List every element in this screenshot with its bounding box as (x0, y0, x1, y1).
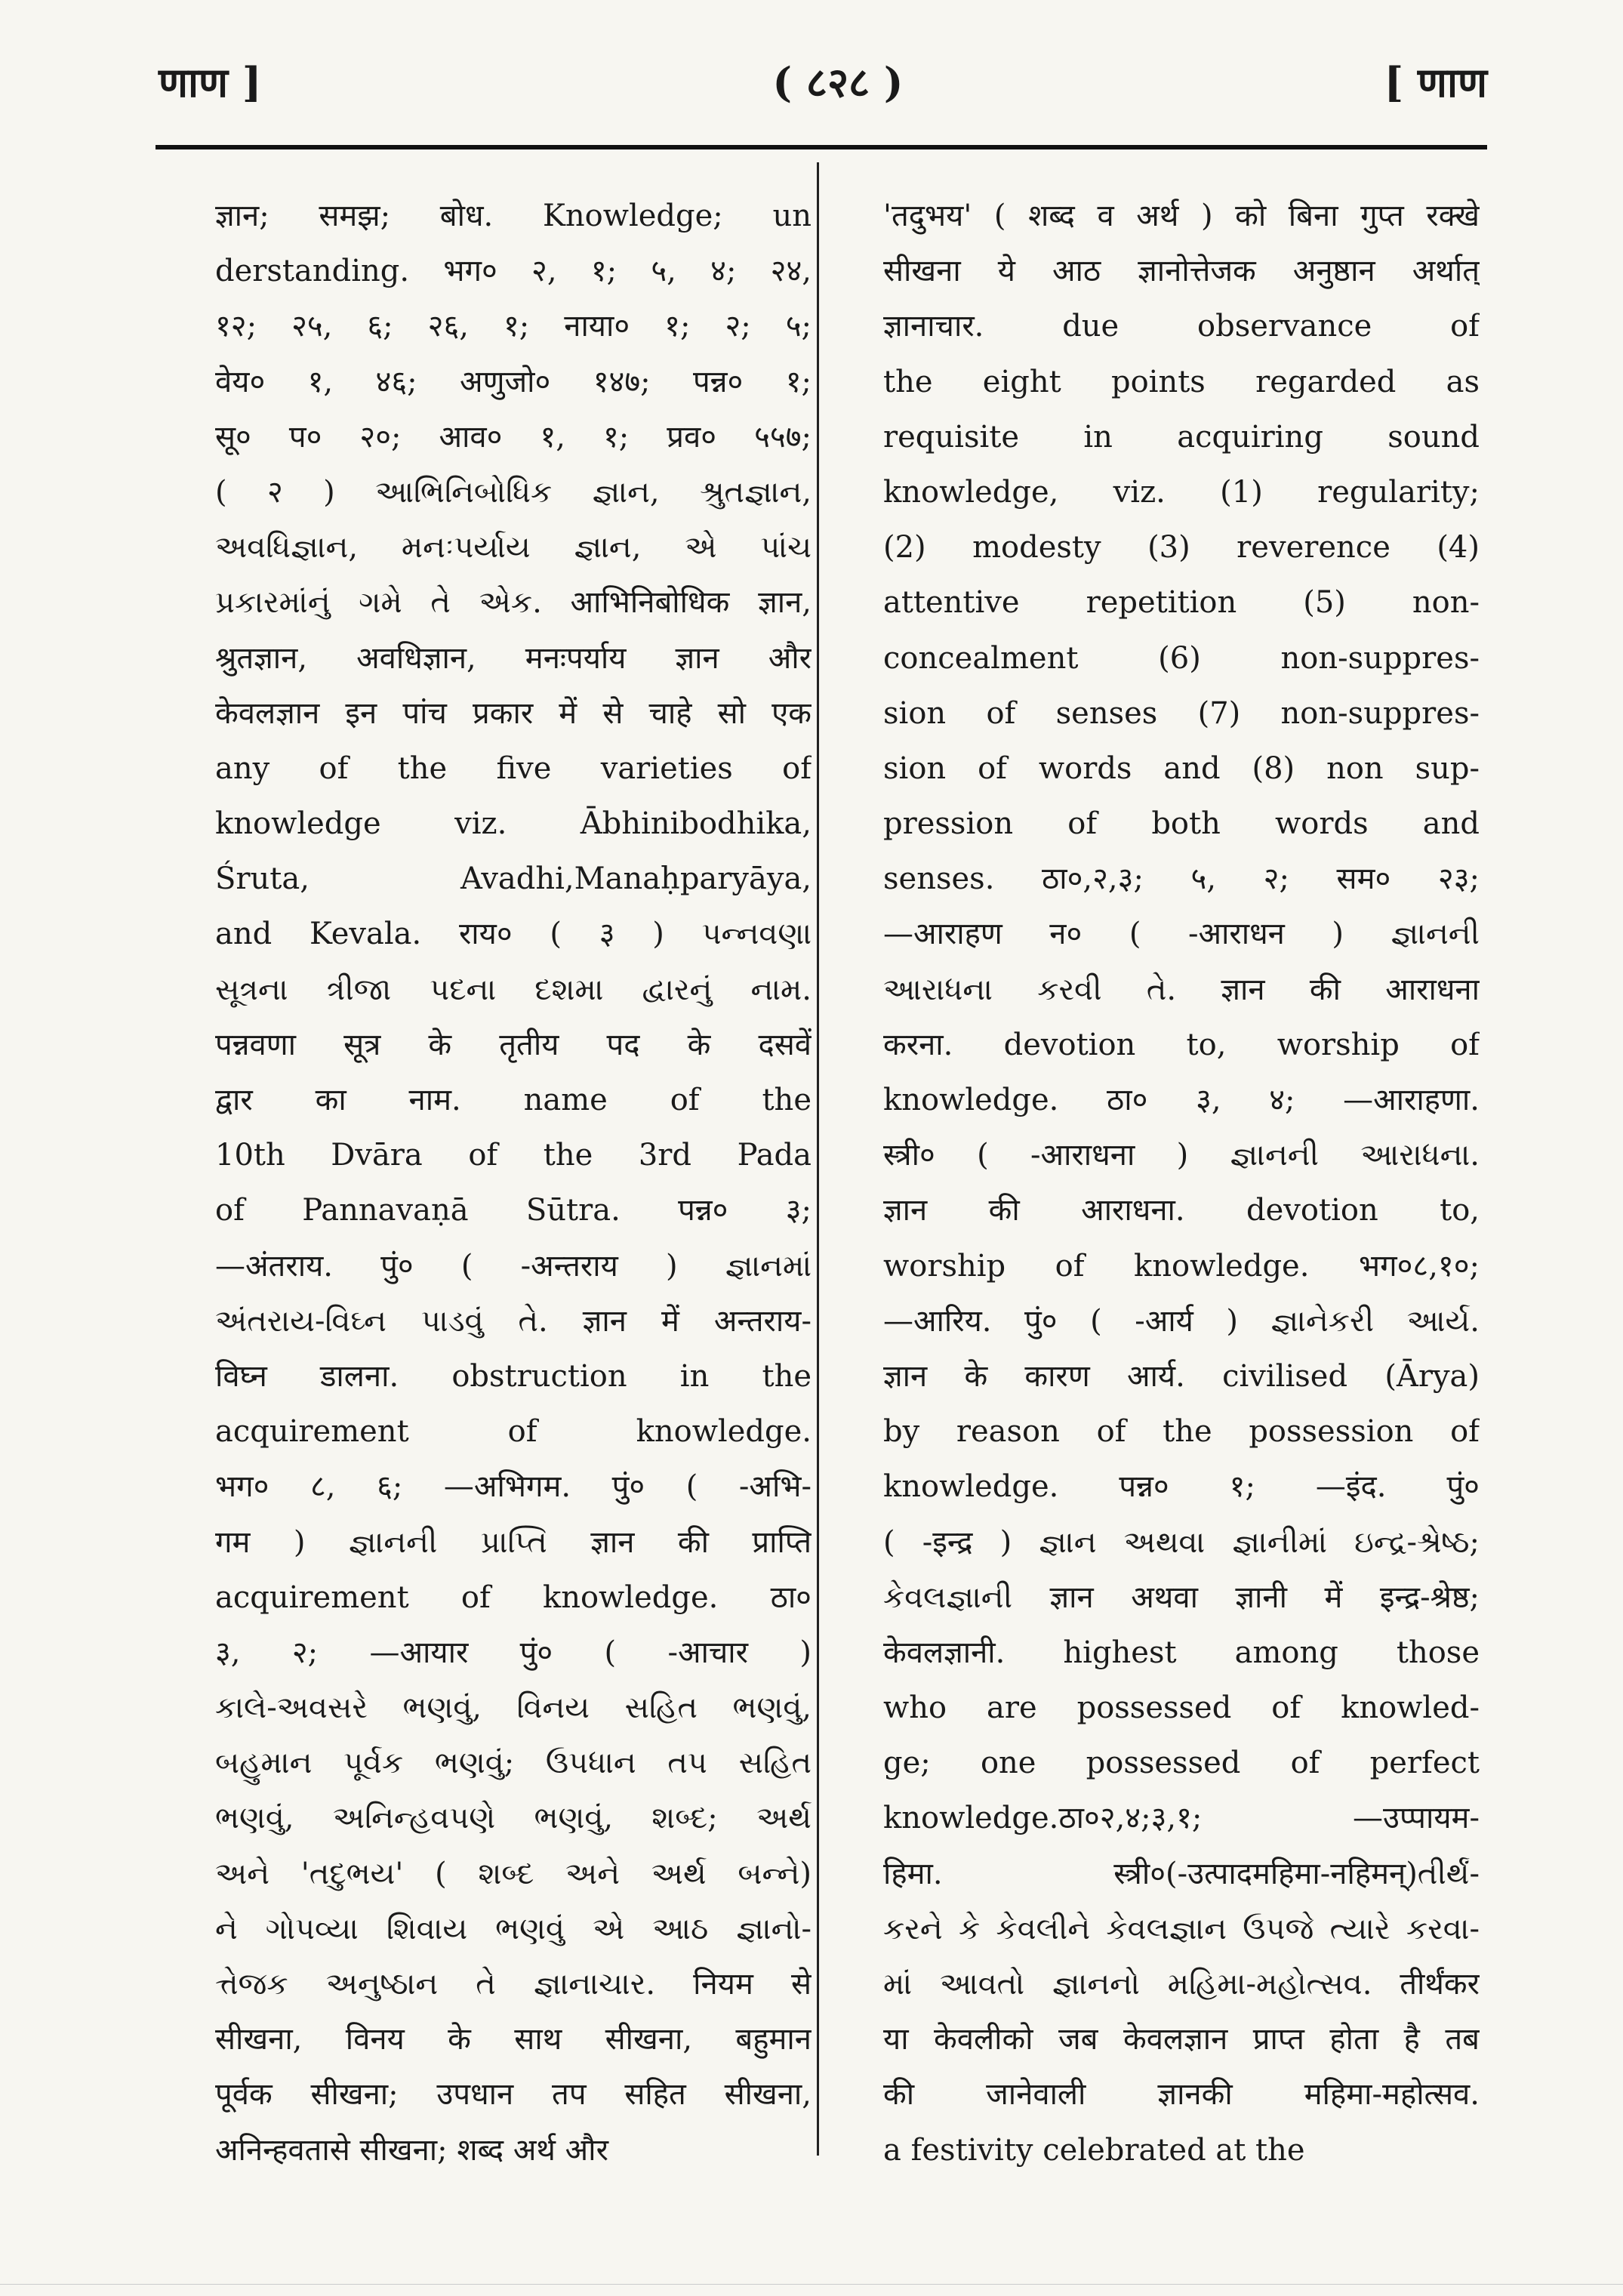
text-line: ( -इन्द्र ) જ્ઞાન અથવા જ્ઞાનીમાં ઇન્દ્ર-શ્રેષ્ઠ; (883, 1524, 1480, 1560)
text-line: —अंतराय. पुं० ( -अन्तराय ) જ્ઞાનમાં (215, 1248, 812, 1284)
text-line: ભણવું, અનિન્હવપણે ભણવું, શબ્દ; અર્થ (215, 1801, 812, 1836)
page-header (159, 53, 1487, 128)
text-line: ज्ञान की आराधना. devotion to, (883, 1193, 1480, 1228)
header-left-guideword: णाण ] (159, 58, 262, 106)
text-line: की जानेवाली ज्ञानकी महिमा-महोत्सव. (883, 2077, 1480, 2113)
text-line: by reason of the possession of (883, 1414, 1480, 1450)
text-line: ત્તેજક અનુષ્ઠાન તે જ્ઞાનાચાર. नियम से (215, 1967, 812, 2002)
text-line: and Kevala. राय० ( ३ ) પન્નવણા (215, 917, 812, 952)
text-line: १२; २५, ६; २६, १; नाया० १; २; ५; (215, 309, 812, 344)
text-line: सीखना, विनय के साथ सीखना, बहुमान (215, 2022, 812, 2057)
text-line: sion of senses (7) non-suppres- (883, 695, 1480, 731)
page-bottom-edge (0, 2284, 1623, 2285)
text-line: 10th Dvāra of the 3rd Pada (215, 1138, 812, 1173)
text-line: સૂત્રના ત્રીજા પદના દશમા દ્વારનું નામ. (215, 972, 812, 1007)
text-line: worship of knowledge. भग०८,१०; (883, 1248, 1480, 1284)
text-line: acquirement of knowledge. (215, 1414, 812, 1450)
text-line: acquirement of knowledge. ठा० (215, 1579, 812, 1615)
text-line: કાલે-અવસરે ભણવું, વિનય સહિત ભણવું, (215, 1690, 812, 1726)
text-line: knowledge viz. Ābhinibodhika, (215, 806, 812, 842)
text-line: सू० प० २०; आव० १, १; प्रव० ५५७; (215, 419, 812, 455)
text-line: ज्ञानाचार. due observance of (883, 309, 1480, 344)
text-line: who are possessed of knowled- (883, 1690, 1480, 1726)
text-line: senses. ठा०,२,३; ५, २; सम० २३; (883, 861, 1480, 897)
header-right-guideword: [ णाण (1384, 58, 1487, 106)
text-line: भग० ८, ६; —अभिगम. पुं० ( -अभि- (215, 1469, 812, 1505)
text-line: ( २ ) આભિનિબોધિક જ્ઞાન, શ્રુતજ્ઞાન, (215, 474, 812, 510)
text-line: derstanding. भग० २, १; ५, ४; २४, (215, 254, 812, 289)
text-line: અને 'તદુભય' ( શબ્દ અને અર્થ બન્ને) (215, 1856, 812, 1891)
text-line: —आरिय. पुं० ( -आर्य ) જ્ઞાનેકરી આર્ય. (883, 1303, 1480, 1339)
text-line: स्त्री० ( -आराधना ) જ્ઞાનની આરાધના. (883, 1138, 1480, 1173)
text-line: विघ्न डालना. obstruction in the (215, 1358, 812, 1394)
text-line: द्वार का नाम. name of the (215, 1083, 812, 1117)
text-line: pression of both words and (883, 806, 1480, 842)
left-column (215, 189, 812, 2178)
text-line: श्रुतज्ञान, अवधिज्ञान, मनःपर्याय ज्ञान और (215, 640, 812, 676)
text-line: पन्नवणा सूत्र के तृतीय पद के दसवें (215, 1027, 812, 1062)
text-line: of Pannavaṇā Sūtra. पन्न० ३; (215, 1193, 812, 1228)
column-divider (817, 162, 819, 2156)
text-line: કરને કે કેવલીને કેવલજ્ઞાન ઉપજે ત્યારે કરવા- (883, 1911, 1480, 1946)
header-rule (156, 145, 1487, 149)
text-line: the eight points regarded as (883, 364, 1480, 399)
right-column (883, 189, 1480, 2178)
text-line: गम ) જ્ઞાનની પ્રાપ્તિ ज्ञान की प्राप्ति (215, 1524, 812, 1560)
text-line: ३, २; —आयार पुं० ( -आचार ) (215, 1635, 812, 1670)
text-line: हिमा. स्त्री०(-उत्पादमहिमा-नहिमन्)તીર્થં- (883, 1856, 1480, 1891)
text-line: અંતરાય-વિઘ્ન પાડવું તે. ज्ञान में अन्तराय- (215, 1303, 812, 1339)
text-line: Śruta, Avadhi,Manaḥparyāya, (215, 861, 812, 897)
text-line: માં આવતો જ્ઞાનનો મહિમા-મહોત્સવ. तीर्थंकर (883, 1967, 1480, 2002)
text-line: knowledge, viz. (1) regularity; (883, 474, 1480, 510)
text-line: ज्ञान के कारण आर्य. civilised (Ārya) (883, 1358, 1480, 1394)
text-line: केवलज्ञान इन पांच प्रकार में से चाहे सो एक (215, 695, 812, 731)
text-line: કેવલજ્ઞાની ज्ञान अथवा ज्ञानी में इन्द्र-श्रेष्ठ; (883, 1579, 1480, 1615)
text-line: concealment (6) non-suppres- (883, 640, 1480, 676)
text-line: knowledge. पन्न० १; —इंद. पुं० (883, 1469, 1480, 1505)
text-line: करना. devotion to, worship of (883, 1027, 1480, 1062)
text-line: —आराहण न० ( -आराधन ) જ્ઞાનની (883, 917, 1480, 952)
text-line: sion of words and (8) non sup- (883, 750, 1480, 786)
text-line: अनिन्हवतासे सीखना; शब्द अर्थ और (215, 2132, 608, 2168)
text-line: सीखना ये आठ ज्ञानोत्तेजक अनुष्ठान अर्थात् (883, 254, 1480, 289)
text-line: ને ગોપવ્યા શિવાય ભણવું એ આઠ જ્ઞાનો- (215, 1911, 812, 1946)
text-line: આરાધના કરવી તે. ज्ञान की आराधना (883, 972, 1480, 1007)
text-line: any of the five varieties of (215, 750, 812, 786)
text-line: ge; one possessed of perfect (883, 1746, 1480, 1781)
text-line: knowledge. ठा० ३, ४; —आराहणा. (883, 1083, 1480, 1117)
text-line: બહુમાન પૂર્વક ભણવું; ઉપધાન તપ સહિત (215, 1746, 812, 1781)
text-line: (2) modesty (3) reverence (4) (883, 530, 1480, 566)
text-line: અવધિજ્ઞાન, મનઃપર્યાય જ્ઞાન, એ પાંચ (215, 530, 812, 566)
text-line: वेय० १, ४६; अणुजो० १४७; पन्न० १; (215, 364, 812, 399)
text-line: a festivity celebrated at the (883, 2132, 1305, 2168)
page-number: ( ८२८ ) (772, 58, 904, 106)
text-line: केवलज्ञानी. highest among those (883, 1635, 1480, 1670)
text-line: 'तदुभय' ( शब्द व अर्थ ) को बिना गुप्त रक्खे (883, 199, 1480, 233)
text-line: attentive repetition (5) non- (883, 585, 1480, 621)
text-line: requisite in acquiring sound (883, 419, 1480, 455)
text-line: या केवलीको जब केवलज्ञान प्राप्त होता है तब (883, 2022, 1480, 2057)
text-line: पूर्वक सीखना; उपधान तप सहित सीखना, (215, 2077, 812, 2113)
text-line: knowledge.ठा०२,४;३,१; —उप्पायम- (883, 1801, 1480, 1836)
text-line: પ્રકારમાંનું ગમે તે એક. आभिनिबोधिक ज्ञान, (215, 585, 812, 621)
text-line: ज्ञान; समझ; बोध. Knowledge; un (215, 199, 812, 233)
